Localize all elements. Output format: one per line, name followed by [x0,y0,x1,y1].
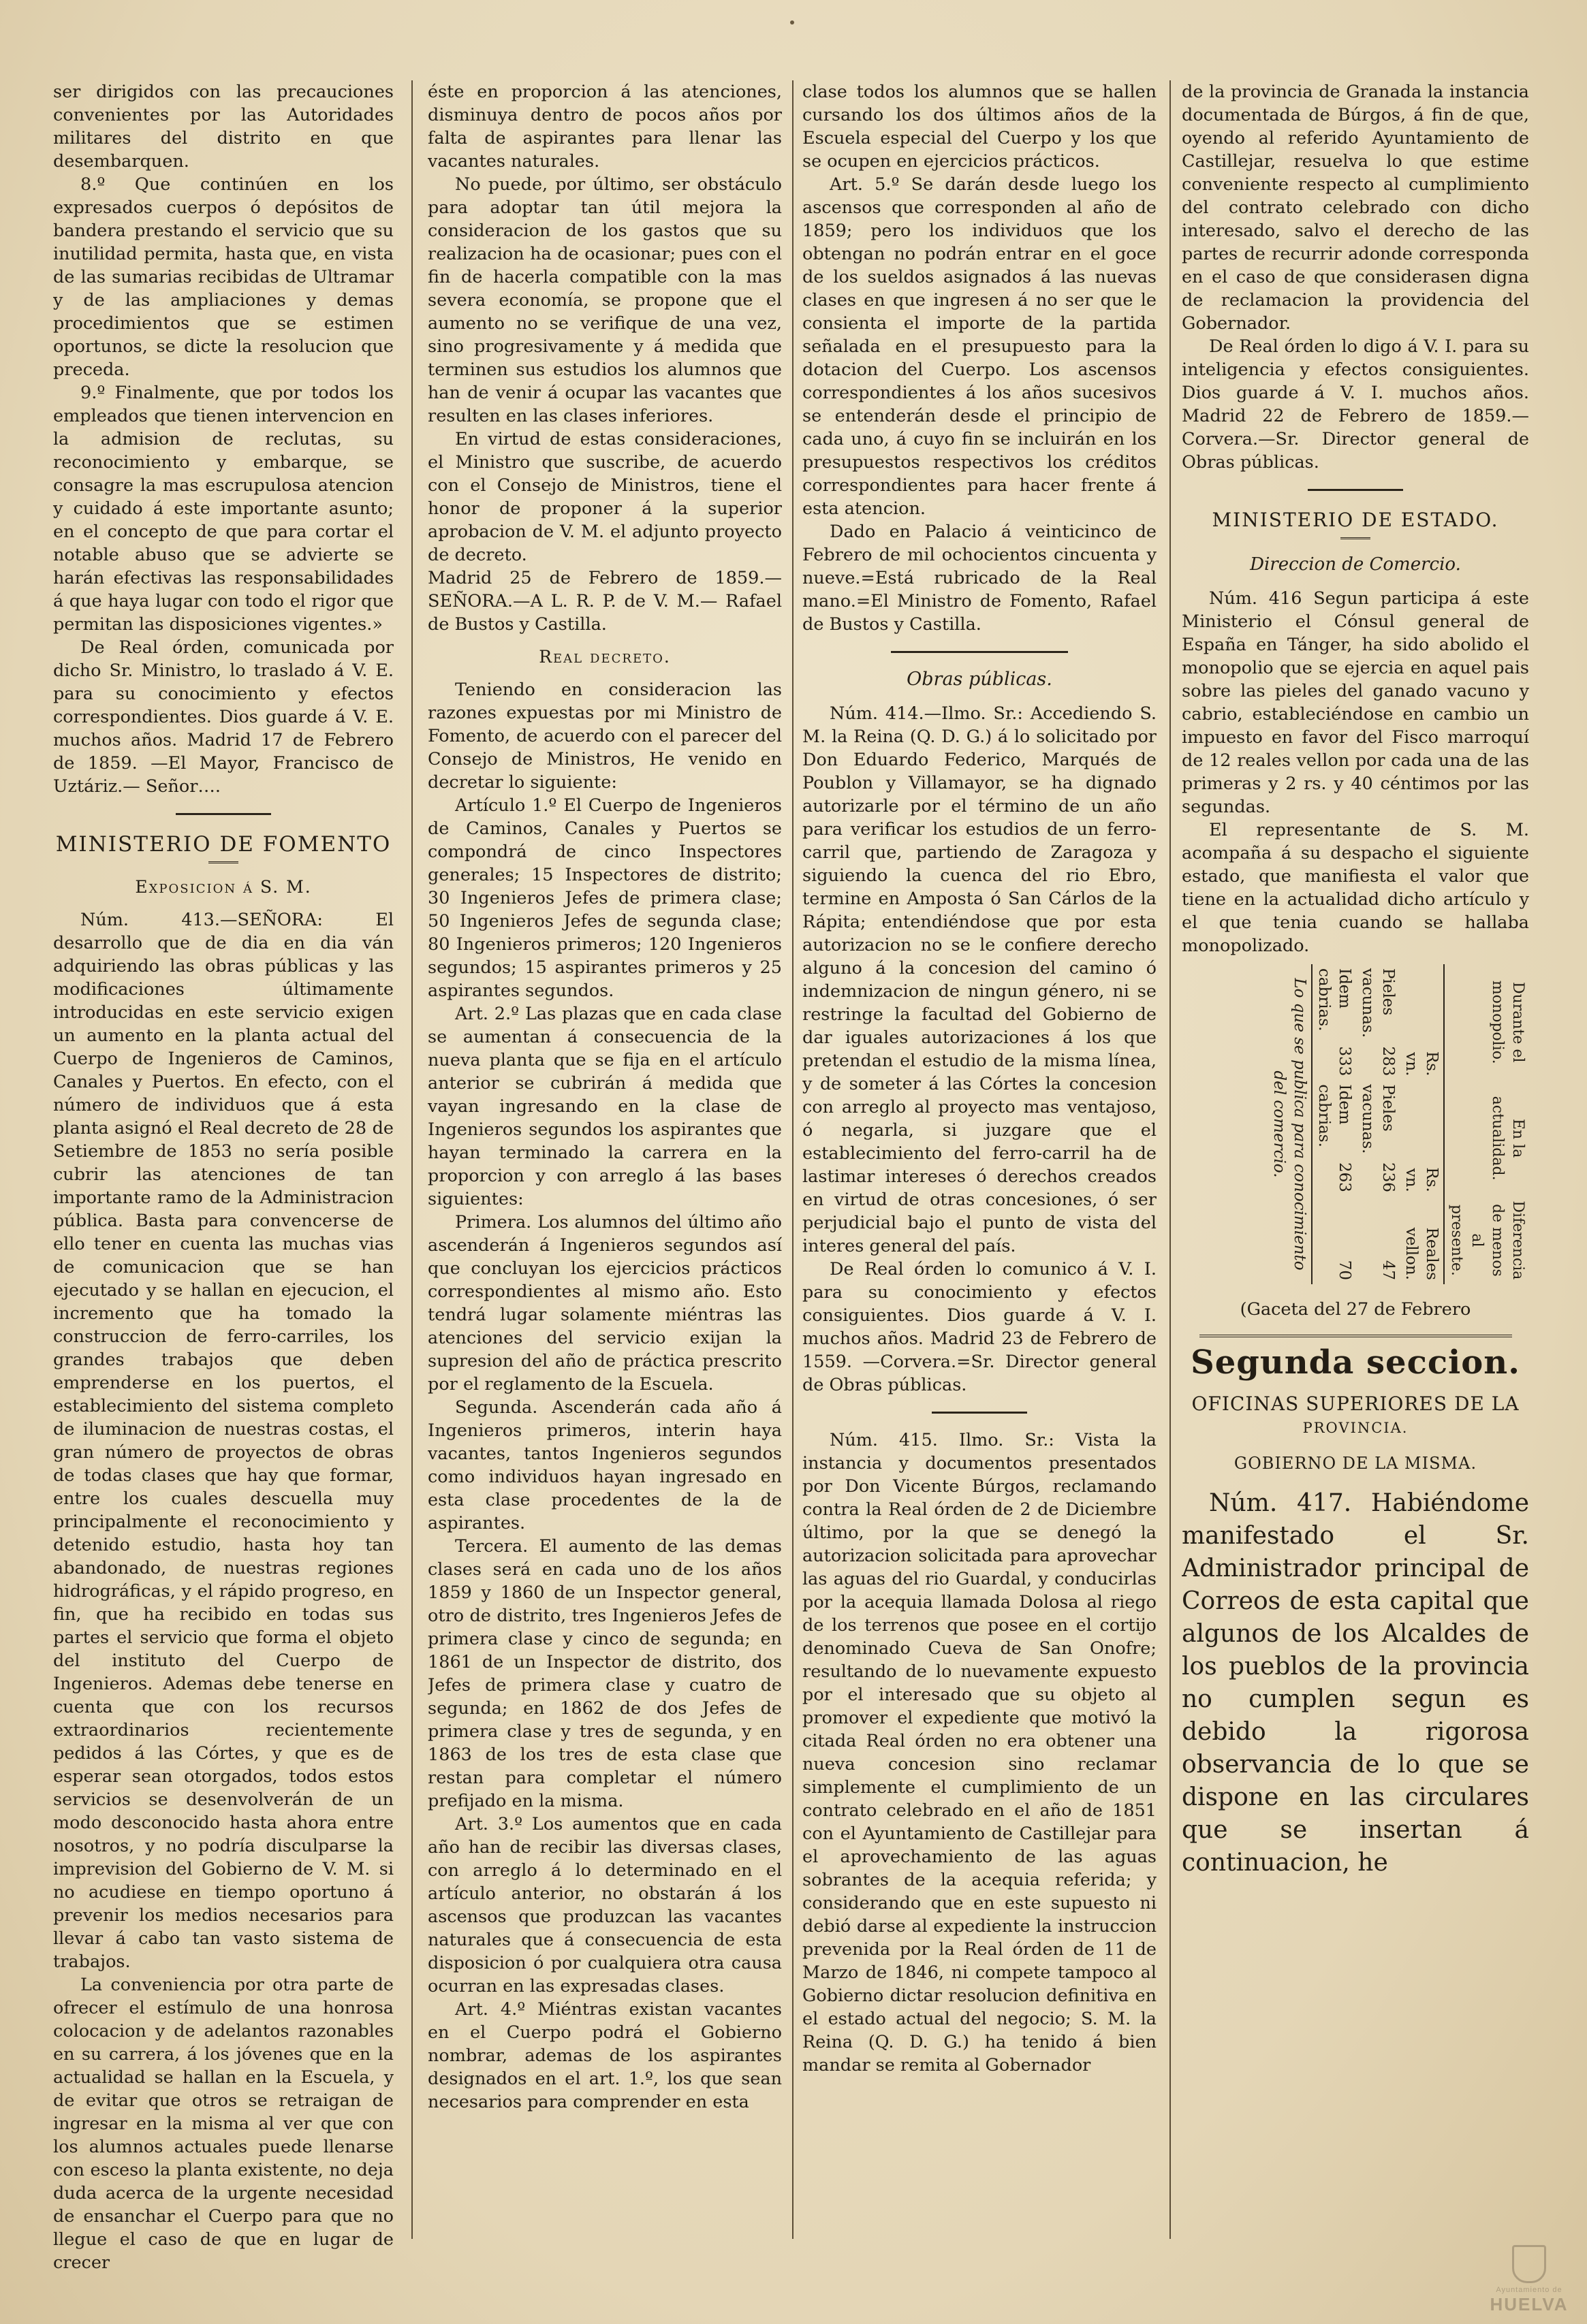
column-4 [1182,80,1529,2280]
cell-value: 333 [1336,1046,1353,1077]
table-header: Durante el monopolio. [1444,964,1529,1080]
paragraph: Núm. 415. Ilmo. Sr.: Vista la instancia y documentos presentados por Don Vicente Búrgos, reclamando contra la Real órden de 2 de Diciembre último, por la que se denegó la autorizacion solicitada para aprovechar las aguas del rio Guardal, y conducirlas por la acequia llamada Dolosa al riego de los terrenos que posee en el cortijo denominado Cueva de San Onofre; resultando de lo nuevamente expuesto por el interesado que su objeto al promover el expediente que motivó la citada Real órden no era obtener una nueva concesion sino reclamar simplemente el cumplimiento de un contrato celebrado en el año de 1851 con el Ayuntamiento de Castillejar para el aprovechamiento de las aguas sobrantes de la acequia referida; y considerando que en este supuesto ni debió darse al expediente la instruccion prevenida por la Real órden de 11 de Marzo de 1846, ni compete tampoco al Gobierno dictar resolucion definitiva en el estado actual del negocio; S. M. la Reina (Q. D. G.) ha tenido á bien mandar se remita al Gobernador [802,1430,1157,2075]
paragraph: La conveniencia por otra parte de ofrecer el estímulo de una honrosa colocacion y de adelantos razonables en su carrera, á los jóvenes que en la actualidad se hallan en la Escuela, y de evitar que otros se retraigan de ingresar en la misma al ver que con los alumnos actuales puede llenarse con esceso la planta existente, no deja duda acerca de la urgente necesidad de ensanchar el Cuerpo para que no llegue el caso de que en lugar de crecer [53,1975,394,2273]
paragraph: No puede, por último, ser obstáculo para adoptar tan útil mejora la consideracion de los gastos que su realizacion ha de ocasionar; pues con el fin de hacerla compatible con la mas severa economía, se propone que el aumento no se verifique de una vez, sino progresivamente y á medida que terminen sus estudios los alumnos que han de venir á ocupar las vacantes que resulten en las clases inferiores. [428,174,782,426]
column-rule [411,80,413,2239]
column-rule [1169,80,1171,2239]
column-2 [428,80,782,2280]
table [1268,964,1529,1284]
paragraph: De Real órden, comunicada por dicho Sr. Ministro, lo traslado á V. E. para su conocimiento y efectos correspondientes. Dios guarde á V. E. muchos años. Madrid 17 de Febrero de 1859. —El Mayor, Francisco de Uztáriz.— Señor…. [53,637,394,797]
unit-label: Reales vellon. [1402,1227,1441,1280]
row-label: Idem cabrias. [1315,1084,1353,1147]
office-subheading: PROVINCIA. [1302,1420,1409,1436]
watermark-text: HUELVA [1490,2294,1569,2314]
cell-value: 70 [1336,1260,1353,1280]
paragraph: ser dirigidos con las precauciones convenientes por las Autoridades militares del distrito en que desembarquen. [53,82,394,172]
source-note: (Gaceta del 27 de Febrero [1240,1299,1471,1320]
page-mark [790,20,794,25]
paragraph: Núm. 416 Segun participa á este Ministerio el Cónsul general de España en Tánger, ha sido abolido el monopolio que se ejercia en aquel pais sobre las pieles del ganado vacuno y cabrio, estableciéndose en cambio un impuesto en favor del Fisco marroquí de 12 reales vellon por cada una de las primeras y 2 rs. y 40 céntimos por las segundas. [1182,588,1529,817]
paragraph: Artículo 1.º El Cuerpo de Ingenieros de Caminos, Canales y Puertos se compondrá de cinco Inspectores generales; 15 Inspectores de distrito; 30 Ingenieros Jefes de primera clase; 50 Ingenieros Jefes de segunda clase; 80 Ingenieros primeros; 120 Ingenieros segundos; 15 aspirantes primeros y 25 aspirantes segundos. [428,795,782,1001]
cell-value: 47 [1379,1260,1397,1280]
paragraph: Núm. 413.—SEÑORA: El desarrollo que de dia en dia ván adquiriendo las obras públicas y las modificaciones últimamente introducidas en este servicio exigen un aumento en la planta actual del Cuerpo de Ingenieros de Caminos, Canales y Puertos. En efecto, con el número de individuos que á esta planta asignó el Real decreto de 28 de Setiembre de 1853 no sería posible cubrir las atenciones de tan importante ramo de la Administracion pública. Basta para convencerse de ello tener en cuenta las muchas vias de comunicacion que se han ejecutado y se hallan en ejecucion, el incremento que ha tomado la construccion de ferro-carriles, los grandes trabajos que deben emprenderse en los puertos, el establecimiento del sistema completo de iluminacion de nuestras costas, el gran número de proyectos de obras de todas clases que hay que formar, entre los cuales descuella muy principalmente el reconocimiento y detenido estudio, hasta hoy tan abandonado, de nuestras regiones hidrográficas, y el rápido progreso, en fin, que ha recibido en todas sus partes el servicio que forma el objeto del instituto del Cuerpo de Ingenieros. Ademas debe tenerse en cuenta que con los recursos extraordinarios recientemente pedidos á las Córtes, y que es de esperar sean otorgados, todos estos servicios se desenvolverán de un modo desconocido hasta ahora entre nosotros, y no podría disculparse la imprevision del Gobierno de V. M. si no acudiese en tiempo oportuno á prevenir los medios necesarios para llevar á cabo tan vasto sistema de trabajos. [53,910,394,1972]
table-header: En la actualidad. [1444,1080,1529,1196]
divider [176,813,271,815]
column-3 [802,80,1157,2280]
table-caption: Lo que se publica para conocimiento del comercio. [1268,964,1312,1284]
unit-label: Rs. vn. [1402,1167,1441,1192]
divider [1308,489,1403,491]
table-row [1356,964,1400,1284]
paragraph: De Real órden lo comunico á V. I. para su conocimiento y efectos consiguientes. Dios guarde á V. I. muchos años. Madrid 23 de Febrero de 1559. —Corvera.=Sr. Director general de Obras públicas. [802,1259,1157,1395]
divider [1340,537,1370,539]
section-subheading: Direccion de Comercio. [1250,554,1461,575]
table-row [1312,964,1356,1284]
paragraph: Art. 4.º Miéntras existan vacantes en el Cuerpo podrá el Gobierno nombrar, ademas de los aspirantes designados en el art. 1.º, los que sean necesarios para comprender en esta [428,1999,782,2112]
section-subheading: Exposicion á S. M. [135,877,312,897]
cell-value: 263 [1336,1162,1353,1192]
signature: Madrid 25 de Febrero de 1859.— SEÑORA.—A L. R. P. de V. M.— Rafael de Bustos y Castilla. [428,568,782,635]
section-heading: MINISTERIO DE FOMENTO [55,832,392,857]
trade-table [1182,964,1529,1284]
divider [932,1412,1027,1414]
paragraph: de la provincia de Granada la instancia documentada de Búrgos, á fin de que, oyendo al referido Ayuntamiento de Castillejar, resuelva lo que estime conveniente respecto al cumplimiento del contrato celebrado con dicho interesado, salvo el derecho de las partes de recurrir adonde corresponda en el caso de que considerasen digna de reclamacion la providencia del Gobernador. [1182,82,1529,334]
table-unit-row [1400,964,1444,1284]
column-rule [792,80,794,2239]
paragraph: Núm. 417. Habiéndome manifestado el Sr. Administrador principal de Correos de esta capital que algunos de los Alcaldes de los pueblos de la provincia no cumplen segun es debido la rigorosa observancia de lo que se dispone en las circulares que se insertan á continuacion, he [1182,1489,1529,1877]
divider [891,651,1068,653]
office-heading: OFICINAS SUPERIORES DE LA [1191,1392,1520,1415]
paragraph: 9.º Finalmente, que por todos los empleados que tienen intervencion en la admision de reclutas, su reconocimiento y embarque, se consagre la mas escrupulosa atencion y cuidado á este importante asunto; en el concepto de que para cortar el notable abuso que se advierte se harán efectivas las responsabilidades á que haya lugar con todo el rigor que permitan las disposiciones vigentes.» [53,383,394,635]
cell-value: 236 [1379,1162,1397,1192]
paragraph: Art. 3.º Los aumentos que en cada año han de recibir las diversas clases, con arreglo á lo determinado en el artículo anterior, no obstarán á los ascensos que produzcan las vacantes naturales que á consecuencia de esta disposicion ó por cualquiera otra causa ocurran en las expresadas clases. [428,1814,782,1996]
paragraph: Dado en Palacio á veinticinco de Febrero de mil ochocientos cincuenta y nueve.=Está rubricado de la Real mano.=El Ministro de Fomento, Rafael de Bustos y Castilla. [802,522,1157,635]
paragraph: En virtud de estas consideraciones, el Ministro que suscribe, de acuerdo con el Consejo de Ministros, tiene el honor de proponer á la superior aprobacion de V. M. el adjunto proyecto de decreto. [428,429,782,565]
paragraph: Art. 2.º Las plazas que en cada clase se aumentan á consecuencia de la nueva planta que se fija en el artículo anterior se cubrirán á medida que vayan ingresando en la clase de Ingenieros segundos los aspirantes que hayan terminado la carrera en la proporcion y con arreglo á las bases siguientes: [428,1004,782,1209]
table-header: Diferencia de menos al presente. [1444,1196,1529,1284]
table-caption-row [1268,964,1312,1284]
paragraph: El representante de S. M. acompaña á su despacho el siguiente estado, que manifiesta el valor que tiene en la actualidad dicho artículo y el que tenia cuando se hallaba monopolizado. [1182,820,1529,956]
section-heading: MINISTERIO DE ESTADO. [1212,509,1499,531]
cell-value: 283 [1379,1046,1397,1077]
divider [1199,1335,1512,1337]
paragraph: éste en proporcion á las atenciones, disminuya dentro de pocos años por falta de aspirantes para llenar las vacantes naturales. [428,82,782,172]
paragraph: 8.º Que continúen en los expresados cuerpos ó depósitos de bandera prestando el servicio que su inutilidad permita, hasta que, en vista de las sumarias recibidas de Ultramar y de las ampliaciones y demas procedimientos que se estimen oportunos, se dicte la resolucion que preceda. [53,174,394,380]
crest-icon [1512,2245,1546,2283]
paragraph: Segunda. Ascenderán cada año á Ingenieros primeros, interin haya vacantes, tantos Ingenieros segundos como individuos hayan ingresado en esta clase procedentes de la de aspirantes. [428,1397,782,1533]
paragraph: Tercera. El aumento de las demas clases será en cada uno de los años 1859 y 1860 de un Inspector general, otro de distrito, tres Ingenieros Jefes de primera clase y cinco de segunda; en 1861 de un Inspector de distrito, dos Jefes de primera clase y cuatro de segunda; en 1862 de dos Jefes de primera clase y tres de segunda, y en 1863 de los tres de esta clase que restan para completar el número prefijado en la misma. [428,1536,782,1811]
paragraph: Art. 5.º Se darán desde luego los ascensos que corresponden al año de 1859; pero los individuos que los obtengan no podrán entrar en el goce de los sueldos asignados á las nuevas clases en que ingresen á no ser que le consienta el importe de la partida señalada en el presupuesto para la dotacion del Cuerpo. Los ascensos correspondientes á los años sucesivos se entenderán desde el principio de cada uno, á cuyo fin se incluirán en los presupuestos respectivos los créditos correspondientes para hacer frente á esta atencion. [802,174,1157,519]
government-heading: GOBIERNO DE LA MISMA. [1234,1454,1477,1473]
column-1 [53,80,394,2280]
row-label: Idem cabrias. [1315,968,1353,1032]
watermark-logo [1488,2240,1570,2315]
unit-label: Rs. vn. [1402,1051,1441,1077]
rotated-table [1182,964,1529,1284]
paragraph: Primera. Los alumnos del último año ascenderán á Ingenieros segundos así que concluyan los ejercicios prácticos correspondientes al mismo año. Esto tendrá lugar solamente miéntras las atenciones del servicio exijan la supresion del año de práctica prescrito por el reglamento de la Escuela. [428,1212,782,1395]
row-label: Pieles vacunas. [1359,968,1397,1038]
watermark-text: Ayuntamiento de [1496,2286,1562,2294]
paragraph: clase todos los alumnos que se hallen cursando los dos últimos años de la Escuela especial del Cuerpo y los que se ocupen en ejercicios prácticos. [802,82,1157,172]
section-subheading: Obras públicas. [907,669,1052,690]
table-header-row [1444,964,1529,1284]
row-label: Pieles vacunas. [1359,1084,1397,1154]
divider [208,861,238,863]
section-subheading: Real decreto. [539,647,671,667]
paragraph: Núm. 414.—Ilmo. Sr.: Accediendo S. M. la Reina (Q. D. G.) á lo solicitado por Don Eduardo Federico, Marqués de Poublon y Villamayor, se ha dignado autorizarle por el término de un año para verificar los estudios de un ferro-carril que, partiendo de Zaragoza y siguiendo la cuenca del rio Ebro, termine en Amposta ó San Cárlos de la Rápita; entendiéndose que por esta autorizacion no se le confiere derecho alguno á la concesion del camino ó indemnizacion de ningun género, ni se restringe la facultad del Gobierno de dar iguales autorizaciones á los que pretendan el estudio de la misma línea, y de someter á las Córtes la concesion con arreglo al proyecto mas ventajoso, ó negarla, si juzgare que el establecimiento del ferro-carril ha de lastimar intereses ó derechos creados en virtud de otras concesiones, ó ser perjudicial bajo el punto de vista del interes general del país. [802,703,1157,1256]
section-title: Segunda seccion. [1191,1343,1520,1382]
paragraph: Teniendo en consideracion las razones expuestas por mi Ministro de Fomento, de acuerdo con el parecer del Consejo de Ministros, He venido en decretar lo siguiente: [428,680,782,793]
paragraph: De Real órden lo digo á V. I. para su inteligencia y efectos consiguientes. Dios guarde á V. I. muchos años. Madrid 22 de Febrero de 1859.—Corvera.—Sr. Director general de Obras públicas. [1182,336,1529,473]
